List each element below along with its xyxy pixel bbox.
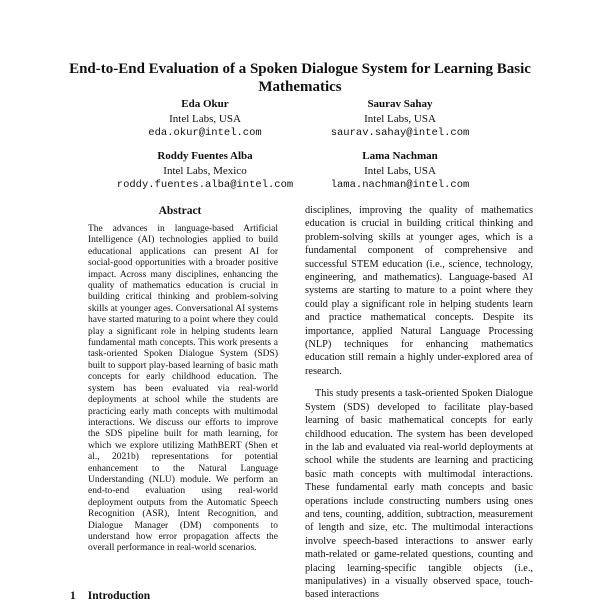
author-email: saurav.sahay@intel.com <box>330 127 470 139</box>
abstract-body: The advances in language-based Artificial Intelligence (AI) technologies applied to build educational applications can present AI for social-good opportunities with a broader positive impact. Across many disciplines, enhancing the quality of mathematics education is crucial in building critical thinking and problem-solving skills at younger ages. Conversational AI systems have started maturing to a point where they could play a significant role in helping students learn fundamental math concepts. This work presents a task-oriented Spoken Dialogue System (SDS) built to support play-based learning of basic math concepts for early childhood education. The system has been evaluated via real-world deployments at school while the students are practicing early math concepts with multimodal interactions. We discuss our efforts to improve the SDS pipeline built for math learning, for which we explore utilizing MathBERT (Shen et al., 2021b) representations for potential enhancement to the Natural Language Understanding (NLU) module. We perform an end-to-end evaluation using real-world deployment outputs from the Automatic Speech Recognition (ASR), Intent Recognition, and Dialogue Manager (DM) components to understand how error propagation affects the overall performance in real-world scenarios. <box>88 224 278 554</box>
section-title: Introduction <box>87 590 151 602</box>
author-block <box>95 97 315 141</box>
author-name: Roddy Fuentes Alba <box>157 150 253 162</box>
author-block <box>95 149 315 193</box>
body-paragraph: disciplines, improving the quality of mathematics education is crucial in building critical thinking and problem-solving skills at younger ages, which is a fundamental component of comprehensive and successful STEM education (i.e., science, technology, engineering, and mathematics). Language-based AI systems are starting to mature to a point where they could play a significant role in helping students learn and practice mathematical concepts. Despite its importance, applied Natural Language Processing (NLP) techniques for enhancing mathematics education still remain a highly under-explored area of research. <box>305 205 533 377</box>
author-affiliation: Intel Labs, USA <box>169 112 241 125</box>
abstract-heading: Abstract <box>158 205 202 217</box>
author-name: Saurav Sahay <box>367 98 433 110</box>
author-block <box>290 97 510 141</box>
paper-title: End-to-End Evaluation of a Spoken Dialogue System for Learning Basic Mathematics <box>69 61 531 95</box>
section-number: 1 <box>70 590 76 602</box>
author-email: lama.nachman@intel.com <box>330 179 470 191</box>
author-name: Lama Nachman <box>362 150 438 162</box>
author-email: roddy.fuentes.alba@intel.com <box>116 179 294 191</box>
author-affiliation: Intel Labs, Mexico <box>163 164 247 177</box>
author-block <box>290 149 510 193</box>
author-affiliation: Intel Labs, USA <box>364 164 436 177</box>
right-column <box>305 204 533 602</box>
author-affiliation: Intel Labs, USA <box>364 112 436 125</box>
section-heading <box>70 590 162 602</box>
author-email: eda.okur@intel.com <box>148 127 262 139</box>
body-paragraph: This study presents a task-oriented Spoken Dialogue System (SDS) developed to facilitate play-based learning of basic mathematical concepts for early childhood education. The system has been developed in the lab and evaluated via real-world deployments at school while the students are learning and practicing basic math concepts with multimodal interactions. These fundamental early math concepts and basic operations include constructing numbers using ones and tens, counting, addition, subtraction, measurement of length and size, etc. The multimodal interactions involve speech-based interactions to answer early math-related or game-related questions, counting and placing learning-specific tangible objects (i.e., manipulatives) in a visually observed space, touch-based interactions <box>305 388 533 601</box>
author-name: Eda Okur <box>181 98 229 110</box>
